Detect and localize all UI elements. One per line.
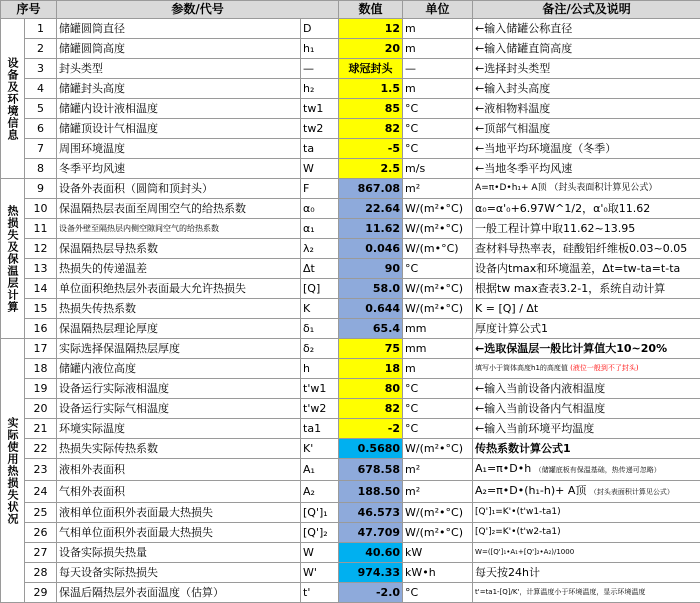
table-row [1,319,700,339]
note-cell: ←输入储罐直筒高度 [473,39,700,59]
header-note: 备注/公式及说明 [473,1,700,19]
table-row [1,79,700,99]
param-code: K' [301,439,339,459]
param-name: 储罐顶设计气相温度 [57,119,301,139]
param-code: α₁ [301,219,339,239]
table-row [1,19,700,39]
param-code: Δt [301,259,339,279]
table-row [1,139,700,159]
value-cell: 0.644 [339,299,403,319]
unit-cell: W/(m²•°C) [403,503,473,523]
value-cell[interactable]: 18 [339,359,403,379]
note-cell: ←当地平均环境温度（冬季） [473,139,700,159]
note-cell [473,481,700,503]
row-number: 1 [25,19,57,39]
note-detail: （储罐底板有保温基础，热传递可忽略） [535,466,661,474]
value-cell: 46.573 [339,503,403,523]
unit-cell: W/(m²•°C) [403,199,473,219]
table-row [1,299,700,319]
note-cell: ←当地冬季平均风速 [473,159,700,179]
unit-cell: m² [403,459,473,481]
unit-cell: — [403,59,473,79]
note-cell [473,459,700,481]
note-detail: （封头表面积计算见公式） [590,488,674,496]
param-code: W [301,159,339,179]
row-number: 29 [25,583,57,603]
row-number: 2 [25,39,57,59]
value-cell[interactable]: -2 [339,419,403,439]
table-row [1,459,700,481]
param-name: 设备运行实际气相温度 [57,399,301,419]
row-number: 15 [25,299,57,319]
table-row [1,179,700,199]
row-number: 24 [25,481,57,503]
row-number: 26 [25,523,57,543]
unit-cell: m [403,79,473,99]
param-name: 储罐圆筒直径 [57,19,301,39]
param-name: 单位面积绝热层外表面最大允许热损失 [57,279,301,299]
value-cell: 47.709 [339,523,403,543]
header-no: 序号 [1,1,57,19]
param-name: 封头类型 [57,59,301,79]
note-cell: K = [Q] / Δt [473,299,700,319]
unit-cell: m² [403,179,473,199]
row-number: 23 [25,459,57,481]
param-name: 设备外壁至隔热层内侧空隙间空气的给热系数 [57,219,301,239]
row-number: 10 [25,199,57,219]
table-row [1,439,700,459]
note-warning: (液位一般到不了封头) [570,364,638,372]
param-name: 设备外表面积（圆筒和顶封头） [57,179,301,199]
row-number: 12 [25,239,57,259]
unit-cell: W/(m²•°C) [403,439,473,459]
param-code: D [301,19,339,39]
param-code: A₁ [301,459,339,481]
note-cell: 查材料导热率表，硅酸铝纤维板0.03~0.05 [473,239,700,259]
value-cell[interactable]: 82 [339,119,403,139]
note-cell: 设备内tmax和环境温差，Δt=tw-ta=t-ta [473,259,700,279]
unit-cell: m [403,19,473,39]
param-code: K [301,299,339,319]
note-cell: [Q']₁=K'•(t'w1-ta1) [473,503,700,523]
note-text: A₂=π•D•(h₁-h)+ A顶 [475,484,586,497]
value-cell[interactable]: 1.5 [339,79,403,99]
note-cell: 一般工程计算中取11.62~13.95 [473,219,700,239]
note-cell: 传热系数计算公式1 [473,439,700,459]
param-code: [Q] [301,279,339,299]
note-cell: ←输入储罐公称直径 [473,19,700,39]
note-cell: ←选择封头类型 [473,59,700,79]
unit-cell: m [403,359,473,379]
note-cell: A=π•D•h₁+ A顶 （封头表面积计算见公式） [473,179,700,199]
param-code: ta1 [301,419,339,439]
note-cell: ←选取保温层一般比计算值大10~20% [473,339,700,359]
row-number: 21 [25,419,57,439]
param-name: 储罐圆筒高度 [57,39,301,59]
table-row [1,39,700,59]
table-row [1,159,700,179]
value-cell[interactable]: 12 [339,19,403,39]
unit-cell: °C [403,139,473,159]
value-cell: 58.0 [339,279,403,299]
unit-cell: W/(m²•°C) [403,219,473,239]
note-cell: ←输入当前设备内气相温度 [473,399,700,419]
row-number: 14 [25,279,57,299]
param-name: 保温后隔热层外表面温度（估算） [57,583,301,603]
value-cell[interactable]: 82 [339,399,403,419]
param-code: α₀ [301,199,339,219]
value-cell[interactable]: 85 [339,99,403,119]
unit-cell: °C [403,259,473,279]
row-number: 6 [25,119,57,139]
row-number: 7 [25,139,57,159]
table-row [1,419,700,439]
param-name: 热损失的传递温差 [57,259,301,279]
row-number: 8 [25,159,57,179]
value-cell[interactable]: 20 [339,39,403,59]
param-name: 设备实际损失热量 [57,543,301,563]
param-code: [Q']₂ [301,523,339,543]
table-row [1,279,700,299]
param-code: [Q']₁ [301,503,339,523]
param-code: F [301,179,339,199]
row-number: 19 [25,379,57,399]
param-name: 液相外表面积 [57,459,301,481]
unit-cell: °C [403,379,473,399]
param-code: — [301,59,339,79]
param-code: h₂ [301,79,339,99]
row-number: 22 [25,439,57,459]
table-row [1,219,700,239]
header-param: 参数/代号 [57,1,339,19]
value-cell: 65.4 [339,319,403,339]
row-number: 16 [25,319,57,339]
param-code: W' [301,563,339,583]
param-code: h₁ [301,39,339,59]
note-text: A₁=π•D•h [475,462,531,475]
unit-cell: mm [403,319,473,339]
value-cell: 90 [339,259,403,279]
note-cell: ←顶部气相温度 [473,119,700,139]
value-cell: 0.046 [339,239,403,259]
value-cell[interactable]: 2.5 [339,159,403,179]
value-cell: 867.08 [339,179,403,199]
row-number: 4 [25,79,57,99]
section-label: 设备及环境信息 [1,19,25,179]
table-row [1,59,700,79]
row-number: 28 [25,563,57,583]
unit-cell: kW [403,543,473,563]
note-cell: ←液相物料温度 [473,99,700,119]
row-number: 11 [25,219,57,239]
param-name: 保温隔热层表面至周围空气的给热系数 [57,199,301,219]
param-name: 周围环境温度 [57,139,301,159]
value-cell: 678.58 [339,459,403,481]
header-unit: 单位 [403,1,473,19]
param-code: W [301,543,339,563]
unit-cell: m [403,39,473,59]
param-name: 储罐封头高度 [57,79,301,99]
table-row [1,119,700,139]
table-row [1,379,700,399]
table-row [1,99,700,119]
param-code: t'w2 [301,399,339,419]
unit-cell: °C [403,119,473,139]
unit-cell: m/s [403,159,473,179]
note-cell: 厚度计算公式1 [473,319,700,339]
value-cell[interactable]: 75 [339,339,403,359]
note-cell: ←输入当前设备内液相温度 [473,379,700,399]
param-name: 液相单位面积外表面最大热损失 [57,503,301,523]
note-cell: t'=ta1-[Q]/K'，计算温度小于环境温度，显示环境温度 [473,583,700,603]
unit-cell: W/(m²•°C) [403,299,473,319]
unit-cell: kW•h [403,563,473,583]
param-name: 实际选择保温隔热层厚度 [57,339,301,359]
unit-cell: m² [403,481,473,503]
section-label: 热损失及保温层计算 [1,179,25,339]
table-row [1,259,700,279]
param-code: tw2 [301,119,339,139]
header-value: 数值 [339,1,403,19]
value-cell: 22.64 [339,199,403,219]
param-name: 储罐内设计液相温度 [57,99,301,119]
table-row [1,339,700,359]
unit-cell: °C [403,399,473,419]
param-name: 气相单位面积外表面最大热损失 [57,523,301,543]
value-cell[interactable]: -5 [339,139,403,159]
header-row [1,1,700,19]
value-cell: 0.5680 [339,439,403,459]
note-cell [473,359,700,379]
table-row [1,563,700,583]
table-row [1,543,700,563]
unit-cell: W/(m²•°C) [403,279,473,299]
param-code: t' [301,583,339,603]
unit-cell: W/(m²•°C) [403,523,473,543]
row-number: 27 [25,543,57,563]
param-name: 环境实际温度 [57,419,301,439]
param-name: 设备运行实际液相温度 [57,379,301,399]
row-number: 3 [25,59,57,79]
note-cell: ←输入当前环境平均温度 [473,419,700,439]
param-code: A₂ [301,481,339,503]
value-cell: 11.62 [339,219,403,239]
param-code: tw1 [301,99,339,119]
row-number: 17 [25,339,57,359]
param-name: 气相外表面积 [57,481,301,503]
param-code: δ₂ [301,339,339,359]
table-row [1,503,700,523]
row-number: 20 [25,399,57,419]
section-label: 实际使用热损失状况 [1,339,25,603]
table-row [1,239,700,259]
param-name: 热损失传热系数 [57,299,301,319]
unit-cell: °C [403,583,473,603]
table-row [1,523,700,543]
param-name: 保温隔热层导热系数 [57,239,301,259]
row-number: 5 [25,99,57,119]
table-row [1,359,700,379]
param-name: 每天设备实际热损失 [57,563,301,583]
param-code: λ₂ [301,239,339,259]
value-cell[interactable]: 球冠封头 [339,59,403,79]
note-cell: W=([Q']₁•A₁+[Q']₂•A₂)/1000 [473,543,700,563]
unit-cell: W/(m•°C) [403,239,473,259]
unit-cell: °C [403,419,473,439]
param-name: 保温隔热层理论厚度 [57,319,301,339]
note-cell: ←输入封头高度 [473,79,700,99]
row-number: 9 [25,179,57,199]
row-number: 18 [25,359,57,379]
value-cell: 188.50 [339,481,403,503]
value-cell: -2.0 [339,583,403,603]
value-cell: 974.33 [339,563,403,583]
row-number: 13 [25,259,57,279]
note-cell: 每天按24h计 [473,563,700,583]
note-cell: α₀=α'₀+6.97W^1/2，α'₀取11.62 [473,199,700,219]
param-code: ta [301,139,339,159]
param-code: δ₁ [301,319,339,339]
value-cell[interactable]: 80 [339,379,403,399]
note-cell: [Q']₂=K'•(t'w2-ta1) [473,523,700,543]
param-name: 热损失实际传热系数 [57,439,301,459]
param-name: 冬季平均风速 [57,159,301,179]
param-code: t'w1 [301,379,339,399]
param-code: h [301,359,339,379]
value-cell: 40.60 [339,543,403,563]
note-cell: 根据tw max查表3.2-1，系统自动计算 [473,279,700,299]
table-row [1,199,700,219]
unit-cell: mm [403,339,473,359]
table-row [1,399,700,419]
table-row [1,481,700,503]
row-number: 25 [25,503,57,523]
note-text: 填写小于筒体高度h1的高度值 [475,364,568,372]
param-name: 储罐内液位高度 [57,359,301,379]
unit-cell: °C [403,99,473,119]
